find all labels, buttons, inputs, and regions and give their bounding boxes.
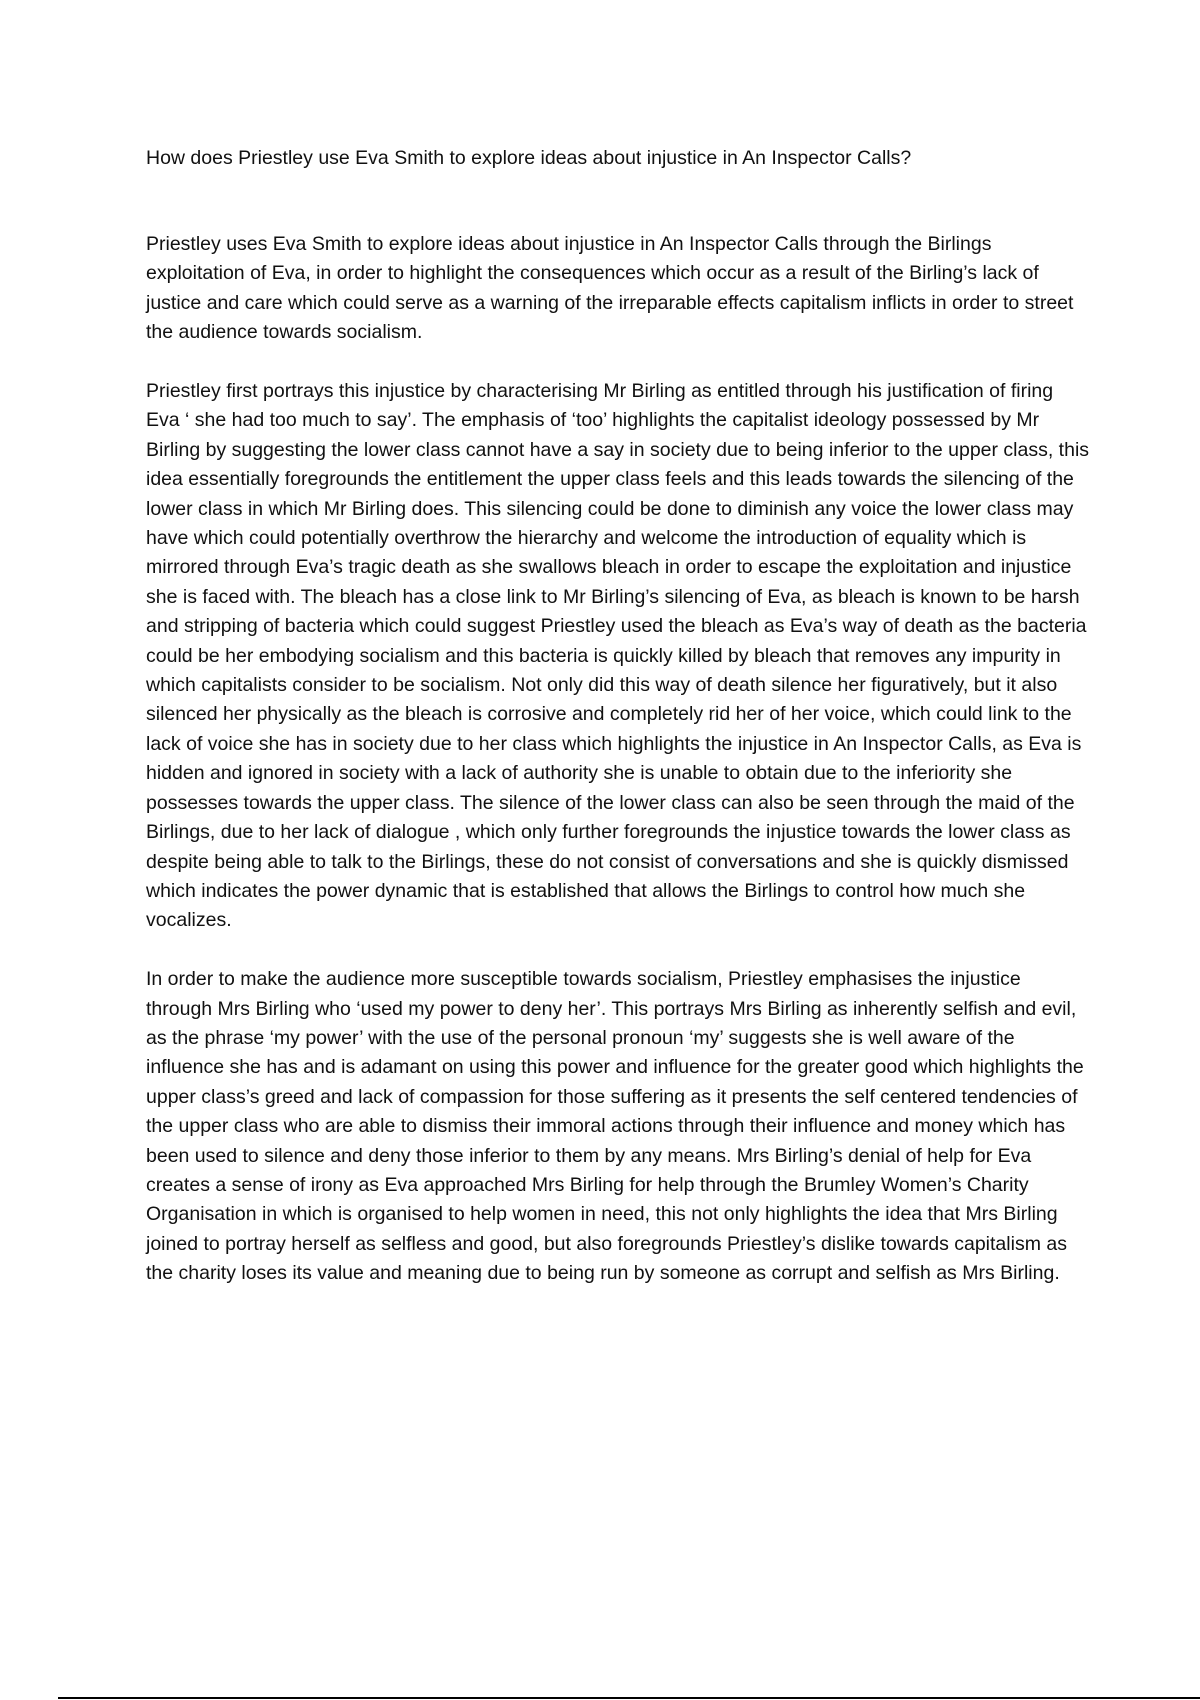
essay-body — [146, 230, 1091, 1318]
paragraph-mr-birling: Priestley first portrays this injustice by characterising Mr Birling as entitled through his justification of firing Eva ‘ she had too much to say’. The emphasis of ‘too’ highlights the capitalist ideology possessed by Mr Birling by suggesting the lower class cannot have a say in society due to being inferior to the upper class, this idea essentially foregrounds the entitlement the upper class feels and this leads towards the silencing of the lower class in which Mr Birling does. This silencing could be done to diminish any voice the lower class may have which could potentially overthrow the hierarchy and welcome the introduction of equality which is mirrored through Eva’s tragic death as she swallows bleach in order to escape the exploitation and injustice she is faced with. The bleach has a close link to Mr Birling’s silencing of Eva, as bleach is known to be harsh and stripping of bacteria which could suggest Priestley used the bleach as Eva’s way of death as the bacteria could be her embodying socialism and this bacteria is quickly killed by bleach that removes any impurity in which capitalists consider to be socialism. Not only did this way of death silence her figuratively, but it also silenced her physically as the bleach is corrosive and completely rid her of her voice, which could link to the lack of voice she has in society due to her class which highlights the injustice in An Inspector Calls, as Eva is hidden and ignored in society with a lack of authority she is unable to obtain due to the inferiority she possesses towards the upper class. The silence of the lower class can also be seen through the maid of the Birlings, due to her lack of dialogue , which only further foregrounds the injustice towards the lower class as despite being able to talk to the Birlings, these do not consist of conversations and she is quickly dismissed which indicates the power dynamic that is established that allows the Birlings to control how much she vocalizes. — [146, 380, 1090, 932]
paragraph-introduction: Priestley uses Eva Smith to explore ideas about injustice in An Inspector Calls through the Birlings exploitation of Eva, in order to highlight the consequences which occur as a result of the Birling’s lack of justice and care which could serve as a warning of the irreparable effects capitalism inflicts in order to street the audience towards socialism. — [146, 233, 1074, 344]
footer-divider — [58, 1697, 1200, 1699]
essay-question: How does Priestley use Eva Smith to explore ideas about injustice in An Inspector Calls? — [146, 147, 912, 169]
paragraph-mrs-birling: In order to make the audience more susceptible towards socialism, Priestley emphasises the injustice through Mrs Birling who ‘used my power to deny her’. This portrays Mrs Birling as inherently selfish and evil, as the phrase ‘my power’ with the use of the personal pronoun ‘my’ suggests she is well aware of the influence she has and is adamant on using this power and influence for the greater good which highlights the upper class’s greed and lack of compassion for those suffering as it presents the self centered tendencies of the upper class who are able to dismiss their immoral actions through their influence and money which has been used to silence and deny those inferior to them by any means. Mrs Birling’s denial of help for Eva creates a sense of irony as Eva approached Mrs Birling for help through the Brumley Women’s Charity Organisation in which is organised to help women in need, this not only highlights the idea that Mrs Birling joined to portray herself as selfless and good, but also foregrounds Priestley’s dislike towards capitalism as the charity loses its value and meaning due to being run by someone as corrupt and selfish as Mrs Birling. — [146, 968, 1084, 1285]
